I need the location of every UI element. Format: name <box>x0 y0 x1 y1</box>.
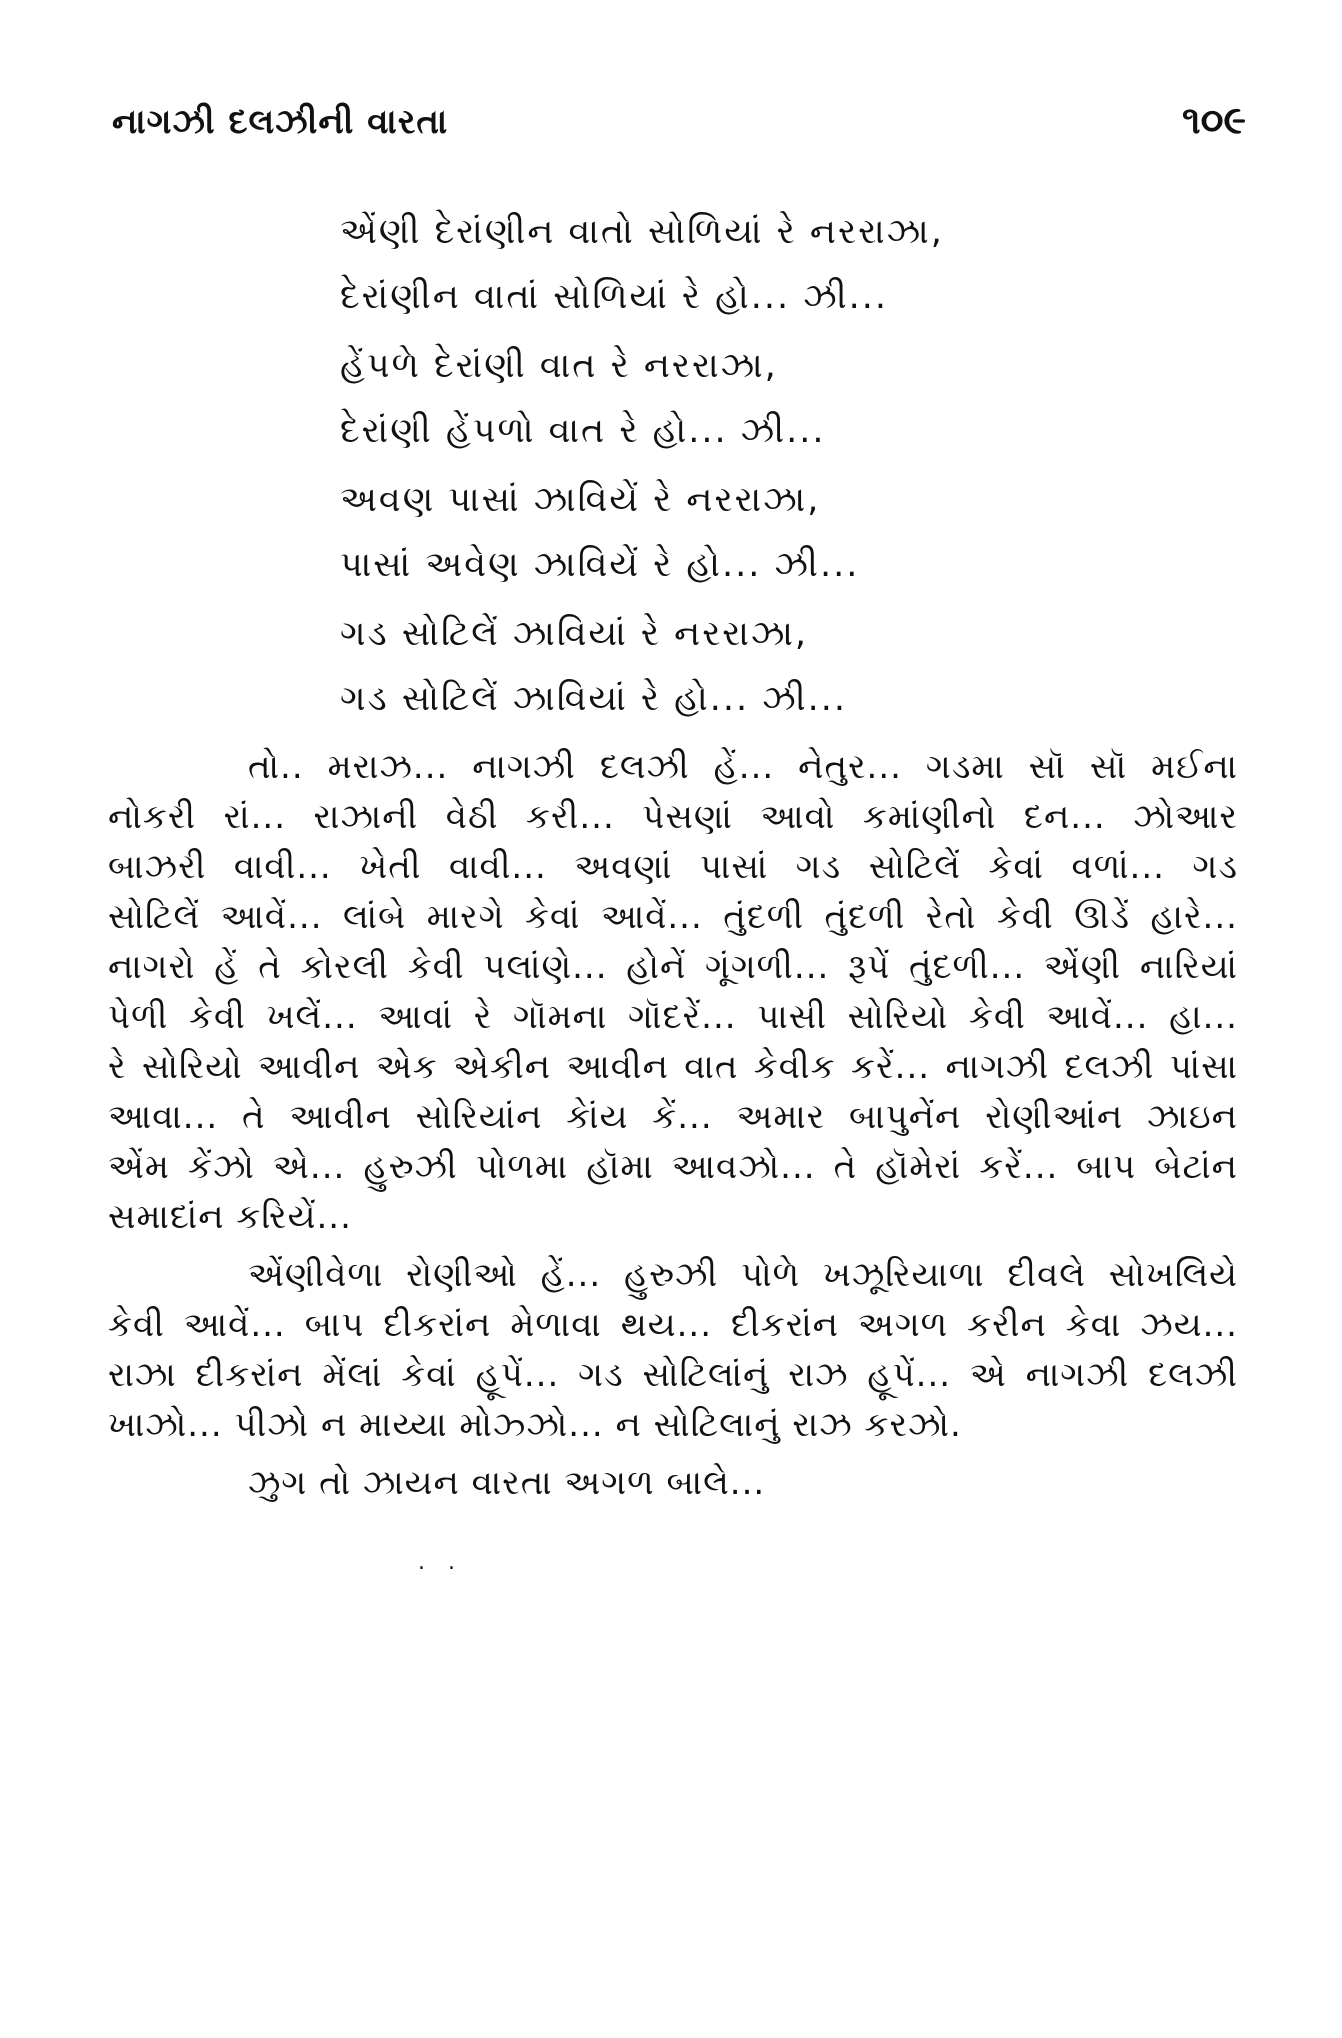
verse-stanza <box>340 602 1300 732</box>
prose-line: રાઝા દીકરાંન મેંલાં કેવાં હૂપેં... ગડ સોટિલાંનું રાઝ હૂપેં... એ નાગઝી દલઝી <box>108 1355 1238 1395</box>
prose-line: સમાદાંન કરિયેં... <box>108 1197 352 1237</box>
prose-line: એંણીવેળા રોણીઓ હેં... હુરુઝી પોળે ખઝૂરિયાળા દીવલે સોખલિયે <box>248 1255 1238 1295</box>
prose-line: આવા... તે આવીન સોરિયાંન કેાંય કેં... અમાર બાપુનેંન રોણીઆંન ઝાઇન <box>108 1097 1238 1137</box>
verse-stanza <box>340 468 1300 598</box>
verse-line: અવણ પાસાં ઝાવિયેં રે નરરાઝા, <box>340 480 821 520</box>
prose-line: ઝુગ તો ઝાયન વારતા અગળ બાલે... <box>248 1463 766 1503</box>
prose-line: બાઝરી વાવી... ખેતી વાવી... અવણાં પાસાં ગડ સોટિલેં કેવાં વળાં... ગડ <box>108 847 1238 887</box>
page-number: ૧૦૯ <box>1182 98 1246 142</box>
prose-paragraph <box>108 1250 1238 1450</box>
verse-line: હેંપળે દેરાંણી વાત રે નરરાઝા, <box>340 346 778 386</box>
prose-line: કેવી આવેં... બાપ દીકરાંન મેળાવા થય... દીકરાંન અગળ કરીન કેવા ઝય... <box>108 1305 1238 1345</box>
prose-paragraph <box>108 1458 1238 1508</box>
verse-line: એંણી દેરાંણીન વાતો સોળિયાં રે નરરાઝા, <box>340 212 944 252</box>
prose-line: સોટિલેં આવેં... લાંબે મારગે કેવાં આવેં... તુંદળી તુંદળી રેતો કેવી ઊડેં હારે... <box>108 897 1238 937</box>
prose-line: રે સોરિયો આવીન એક એકીન આવીન વાત કેવીક કરેં... નાગઝી દલઝી પાંસા <box>108 1047 1238 1087</box>
prose-line: નાગરો હેં તે કોરલી કેવી પલાંણે... હોનેં ગૂંગળી... રૂપેં તુંદળી... એંણી નારિયાં <box>108 947 1238 987</box>
prose-line: નોકરી રાં... રાઝાની વેઠી કરી... પેસણાં આવો કમાંણીનો દન... ઝોઆર <box>108 797 1238 837</box>
verse-line: દેરાંણીન વાતાં સોળિયાં રે હો... ઝી... <box>340 277 889 317</box>
prose-line: એંમ કેંઝો એ... હુરુઝી પોળમા હૉમા આવઝો... તે હૉમેરાં કરેં... બાપ બેટાંન <box>108 1147 1238 1187</box>
verse-line: ગડ સોટિલેં ઝાવિયાં રે નરરાઝા, <box>340 614 809 654</box>
prose-line: તો.. મરાઝ... નાગઝી દલઝી હેં... નેતુર... ગડમા સૉ સૉ મઈના <box>248 747 1238 787</box>
running-title: નાગઝી દલઝીની વારતા <box>112 102 449 142</box>
verse-line: દેરાંણી હેંપળો વાત રે હો... ઝી... <box>340 411 826 451</box>
verse-stanza <box>340 200 1300 330</box>
verse-stanza <box>340 334 1300 464</box>
verse-line: પાસાં અવેણ ઝાવિયેં રે હો... ઝી... <box>340 545 860 585</box>
verse-line: ગડ સોટિલેં ઝાવિયાં રે હો... ઝી... <box>340 679 848 719</box>
prose-line: પેળી કેવી ખલેં... આવાં રે ગૉમના ગૉદરેં... પાસી સોરિયો કેવી આવેં... હા... <box>108 997 1238 1037</box>
prose-line: ખાઝો... પીઝો ન માય્યા મોઝ્ઝો... ન સોટિલાનું રાઝ કરઝો. <box>108 1405 962 1445</box>
prose-paragraph <box>108 742 1238 1242</box>
end-ornament: . . <box>418 1550 463 1575</box>
